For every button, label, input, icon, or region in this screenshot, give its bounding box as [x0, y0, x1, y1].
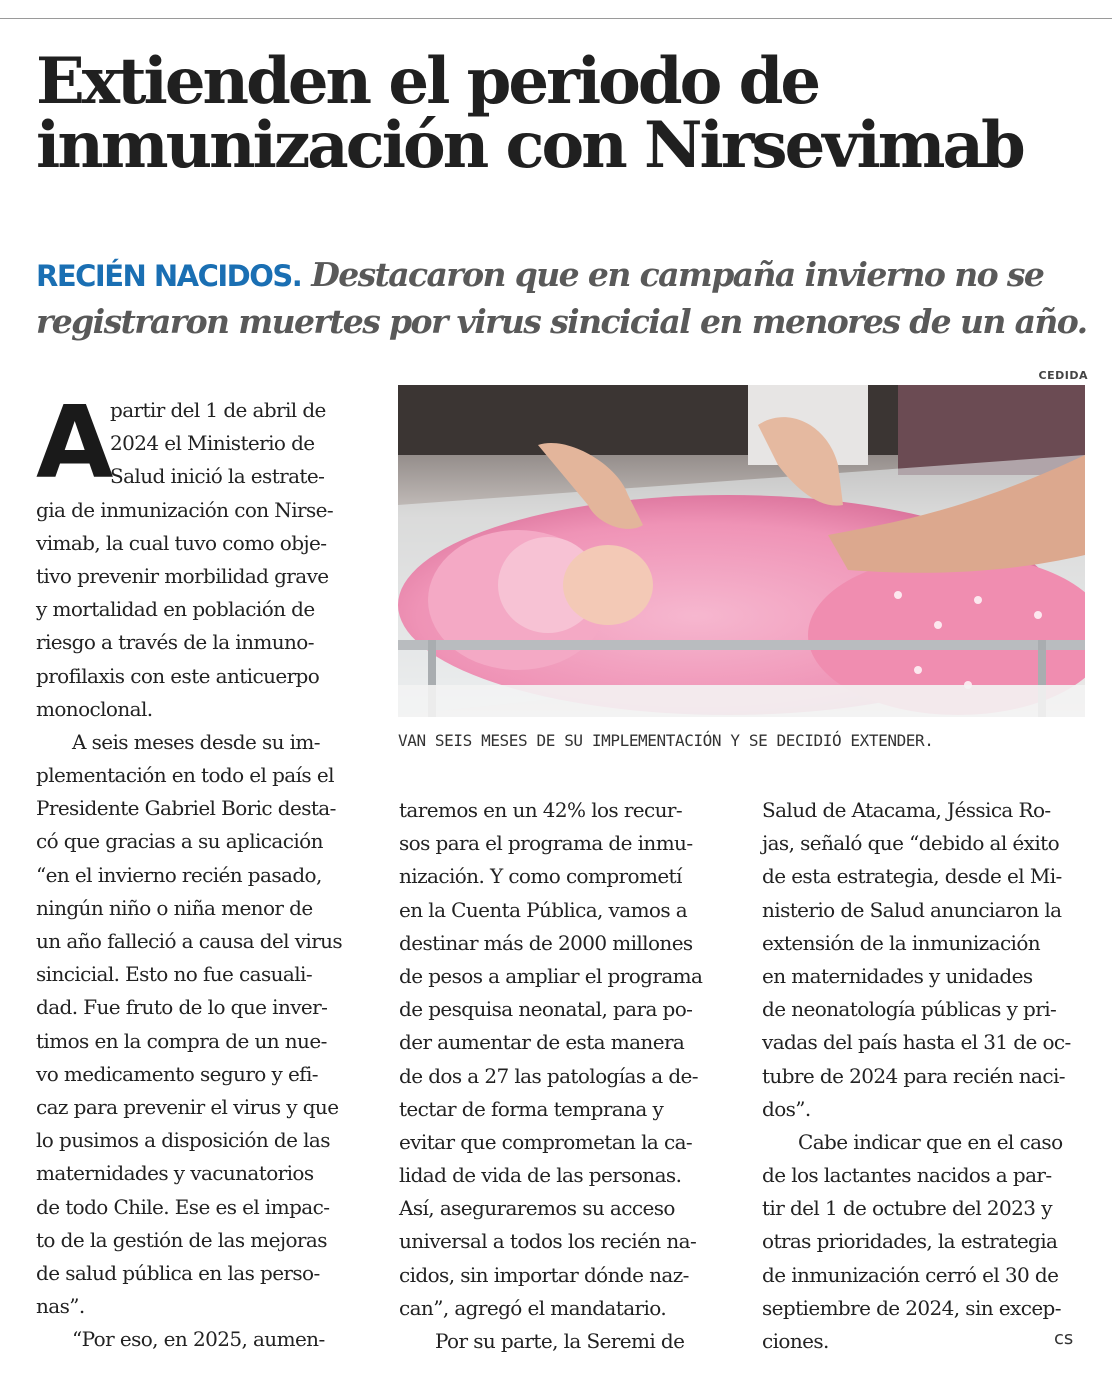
body-line: Presidente Gabriel Boric desta- [36, 796, 336, 821]
body-line: y mortalidad en población de [36, 597, 315, 622]
body-line: de salud pública en las perso- [36, 1260, 320, 1285]
body-line: taremos en un 42% los recur- [399, 798, 683, 822]
deck-line-1: Destacaron que en campaña invierno no se [311, 255, 1044, 294]
body-column-2 [399, 794, 729, 1358]
body-line: evitar que comprometan la ca- [399, 1129, 693, 1154]
body-line: sos para el programa de inmu- [399, 831, 693, 856]
body-line: dos”. [762, 1096, 811, 1121]
deck-line-2: registraron muertes por virus sincicial en menores de un año. [36, 302, 1087, 341]
body-line: timos en la compra de un nue- [36, 1028, 327, 1053]
body-line: can”, agregó el mandatario. [399, 1295, 667, 1320]
body-line: tivo prevenir morbilidad grave [36, 563, 329, 588]
body-line: otras prioridades, la estrategia [762, 1229, 1058, 1254]
body-line: 2024 el Ministerio de [110, 431, 315, 456]
body-line: dad. Fue fruto de lo que inver- [36, 995, 328, 1020]
section-tag: RECIÉN NACIDOS. [36, 259, 302, 293]
drop-cap: A [36, 384, 114, 501]
body-line: vimab, la cual tuvo como obje- [36, 530, 327, 555]
body-line: lidad de vida de las personas. [399, 1163, 682, 1188]
body-line: A seis meses desde su im- [72, 729, 320, 754]
body-line: de pesquisa neonatal, para po- [399, 997, 693, 1022]
photo-credit: CEDIDA [1038, 369, 1088, 382]
body-line: extensión de la inmunización [762, 930, 1041, 955]
body-line: gia de inmunización con Nirse- [36, 497, 334, 522]
body-line: ningún niño o niña menor de [36, 895, 313, 920]
body-line: partir del 1 de abril de [110, 398, 326, 422]
body-line: nas”. [36, 1294, 85, 1319]
body-line: de esta estrategia, desde el Mi- [762, 864, 1062, 889]
body-line: un año falleció a causa del virus [36, 929, 343, 953]
photo-caption: VAN SEIS MESES DE SU IMPLEMENTACIÓN Y SE DECIDIÓ EXTENDER. [398, 731, 934, 750]
body-line: septiembre de 2024, sin excep- [762, 1295, 1061, 1320]
body-line: jas, señaló que “debido al éxito [762, 831, 1060, 856]
body-line: Así, aseguraremos su acceso [399, 1196, 675, 1221]
body-line: tir del 1 de octubre del 2023 y [762, 1196, 1052, 1221]
newborn-photo [398, 385, 1085, 717]
body-line: plementación en todo el país el [36, 763, 334, 788]
body-line: to de la gestión de las mejoras [36, 1227, 327, 1252]
body-line: Por su parte, la Seremi de [435, 1329, 685, 1353]
top-rule [0, 18, 1112, 19]
body-line: universal a todos los recién na- [399, 1229, 697, 1254]
body-line: de todo Chile. Ese es el impac- [36, 1194, 330, 1219]
body-line: de neonatología públicas y pri- [762, 997, 1057, 1022]
body-line: de inmunización cerró el 30 de [762, 1262, 1059, 1287]
body-line: sincicial. Esto no fue casuali- [36, 962, 312, 987]
body-line: ciones. [762, 1329, 829, 1353]
body-line: vadas del país hasta el 31 de oc- [762, 1030, 1071, 1055]
body-line: en la Cuenta Pública, vamos a [399, 897, 688, 922]
body-line: Salud inició la estrate- [110, 464, 325, 489]
body-line: tubre de 2024 para recién naci- [762, 1063, 1065, 1088]
body-line: “Por eso, en 2025, aumen- [72, 1327, 325, 1352]
body-line: de pesos a ampliar el programa [399, 963, 703, 988]
body-column-1 [36, 384, 366, 1356]
newborn-photo-illustration [398, 385, 1085, 717]
end-mark-icon: cs [1054, 1328, 1074, 1349]
body-line: profilaxis con este anticuerpo [36, 663, 320, 688]
body-line: maternidades y vacunatorios [36, 1161, 314, 1186]
body-line: destinar más de 2000 millones [399, 930, 693, 955]
body-line: cidos, sin importar dónde naz- [399, 1262, 689, 1287]
body-column-3 [762, 794, 1092, 1358]
body-line: riesgo a través de la inmuno- [36, 630, 314, 655]
body-line: tectar de forma temprana y [399, 1096, 664, 1121]
body-line: có que gracias a su aplicación [36, 829, 323, 854]
body-line: de los lactantes nacidos a par- [762, 1163, 1052, 1188]
body-line: nisterio de Salud anunciaron la [762, 897, 1062, 922]
headline-line-1: Extienden el periodo de [36, 44, 819, 119]
headline [36, 44, 1096, 183]
body-line: Cabe indicar que en el caso [798, 1129, 1063, 1154]
body-line: lo pusimos a disposición de las [36, 1128, 330, 1153]
body-line: Salud de Atacama, Jéssica Ro- [762, 798, 1051, 822]
headline-line-2: inmunización con Nirsevimab [36, 108, 1023, 183]
body-line: “en el invierno recién pasado, [36, 862, 322, 887]
body-line: monoclonal. [36, 696, 153, 721]
body-line: caz para prevenir el virus y que [36, 1094, 339, 1119]
body-line: en maternidades y unidades [762, 963, 1033, 988]
body-line: de dos a 27 las patologías a de- [399, 1063, 698, 1088]
body-line: nización. Y como comprometí [399, 864, 682, 889]
body-line: der aumentar de esta manera [399, 1030, 685, 1055]
deck [36, 252, 1096, 345]
body-line: vo medicamento seguro y efi- [36, 1061, 318, 1086]
